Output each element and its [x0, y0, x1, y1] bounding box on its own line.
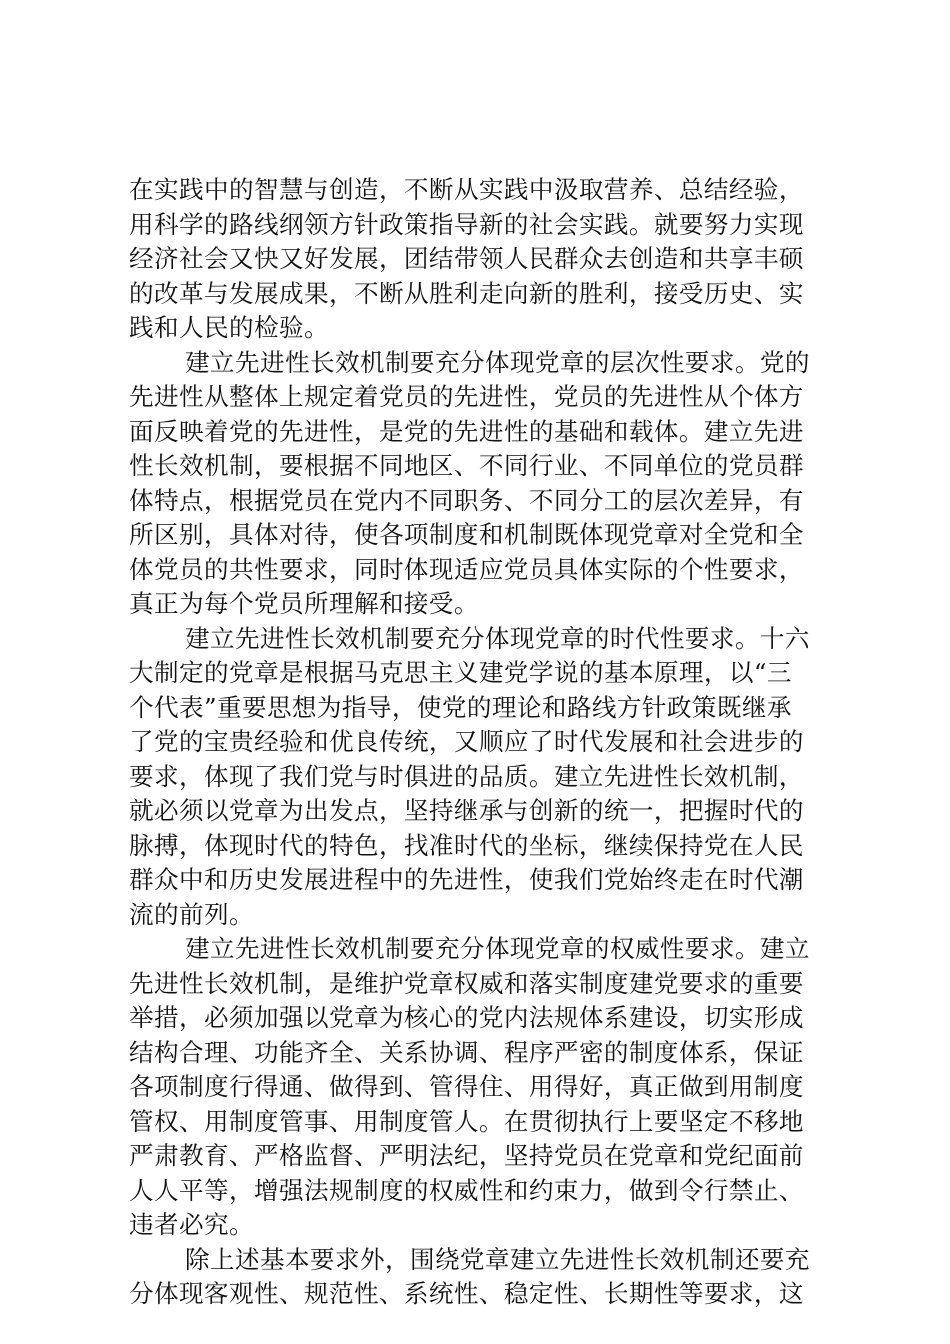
- text-line: 体党员的共性要求，同时体现适应党员具体实际的个性要求，: [129, 554, 804, 584]
- text-line: 群众中和历史发展进程中的先进性，使我们党始终走在时代潮: [129, 865, 804, 894]
- text-line: 建立先进性长效机制要充分体现党章的时代性要求。十六: [185, 623, 810, 653]
- text-line: 就必须以党章为出发点，坚持继承与创新的统一，把握时代的: [129, 796, 804, 825]
- text-line: 用科学的路线纲领方针政策指导新的社会实践。就要努力实现: [129, 209, 804, 239]
- text-line: 人人平等，增强法规制度的权威性和约束力，做到令行禁止、: [129, 1175, 804, 1205]
- text-line: 个代表”重要思想为指导，使党的理论和路线方针政策既继承: [129, 692, 792, 722]
- text-line: 结构合理、功能齐全、关系协调、程序严密的制度体系，保证: [129, 1037, 804, 1067]
- text-line: 管权、用制度管事、用制度管人。在贯彻执行上要坚定不移地: [129, 1106, 804, 1136]
- text-line: 违者必究。: [129, 1210, 254, 1239]
- text-line: 体特点，根据党员在党内不同职务、不同分工的层次差异，有: [129, 485, 804, 515]
- text-line: 举措，必须加强以党章为核心的党内法规体系建设，切实形成: [129, 1003, 804, 1032]
- text-line: 性长效机制，要根据不同地区、不同行业、不同单位的党员群: [129, 451, 804, 480]
- text-line: 流的前列。: [129, 899, 254, 929]
- text-line: 面反映着党的先进性，是党的先进性的基础和载体。建立先进: [129, 416, 804, 446]
- text-line: 的改革与发展成果，不断从胜利走向新的胜利，接受历史、实: [129, 278, 804, 308]
- text-line: 严肃教育、严格监督、严明法纪，坚持党员在党章和党纪面前: [129, 1141, 804, 1170]
- text-line: 分体现客观性、规范性、系统性、稳定性、长期性等要求，这: [129, 1279, 804, 1308]
- text-line: 先进性长效机制，是维护党章权威和落实制度建党要求的重要: [129, 968, 804, 998]
- text-line: 真正为每个党员所理解和接受。: [129, 589, 479, 618]
- text-line: 践和人民的检验。: [129, 313, 329, 342]
- document-body: [129, 173, 834, 1312]
- text-line: 所区别，具体对待，使各项制度和机制既体现党章对全党和全: [129, 520, 804, 549]
- text-line: 建立先进性长效机制要充分体现党章的权威性要求。建立: [185, 934, 810, 963]
- text-line: 建立先进性长效机制要充分体现党章的层次性要求。党的: [185, 347, 810, 377]
- text-line: 了党的宝贵经验和优良传统，又顺应了时代发展和社会进步的: [129, 727, 804, 756]
- text-line: 经济社会又快又好发展，团结带领人民群众去创造和共享丰硕: [129, 244, 804, 273]
- text-line: 脉搏，体现时代的特色，找准时代的坐标，继续保持党在人民: [129, 830, 804, 860]
- text-line: 各项制度行得通、做得到、管得住、用得好，真正做到用制度: [129, 1072, 804, 1101]
- text-line: 除上述基本要求外，围绕党章建立先进性长效机制还要充: [185, 1244, 810, 1274]
- text-line: 在实践中的智慧与创造，不断从实践中汲取营养、总结经验，: [129, 175, 804, 204]
- text-line: 要求，体现了我们党与时俱进的品质。建立先进性长效机制，: [129, 761, 804, 791]
- text-line: 先进性从整体上规定着党员的先进性，党员的先进性从个体方: [129, 382, 804, 411]
- text-line: 大制定的党章是根据马克思主义建党学说的基本原理，以“三: [129, 658, 792, 687]
